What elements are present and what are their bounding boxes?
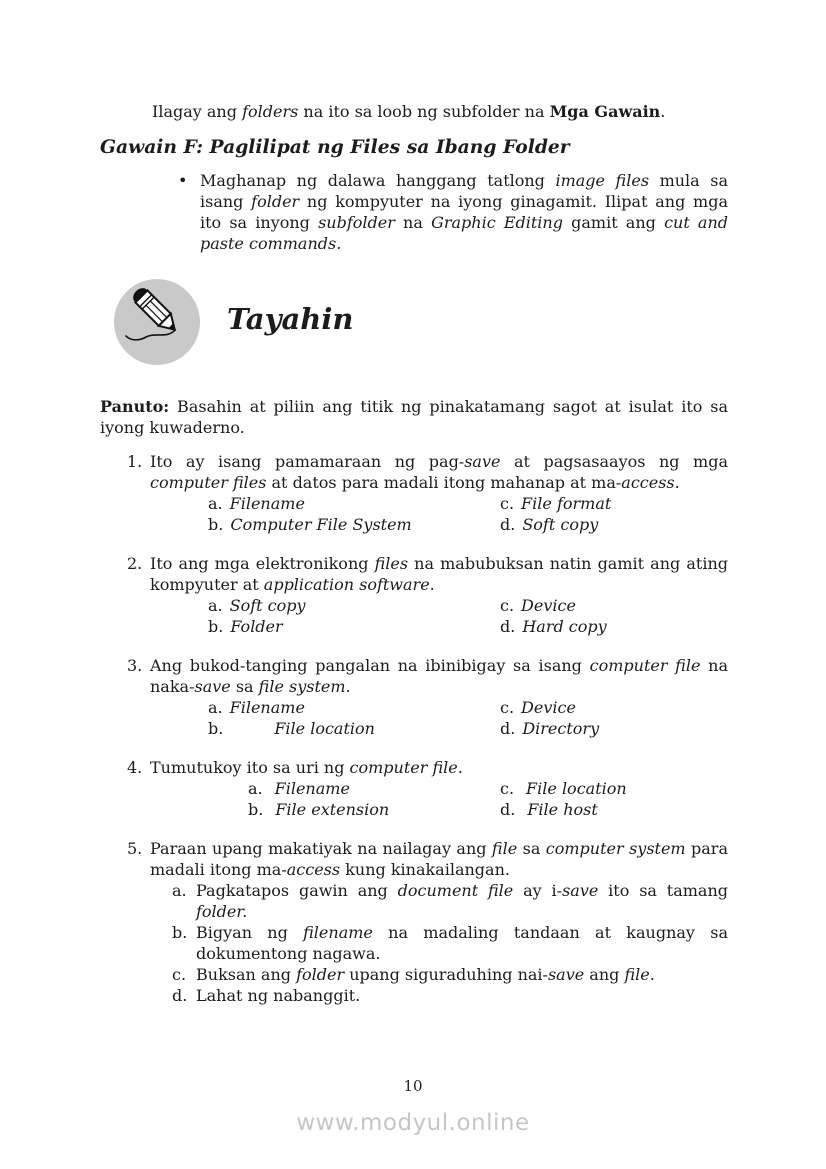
option-text: Directory <box>522 719 600 738</box>
option-letter: d. <box>172 986 188 1005</box>
question-number: 5. <box>127 839 143 858</box>
option-text: Soft copy <box>522 515 599 534</box>
option-c <box>500 595 607 616</box>
question-number: 1. <box>127 452 143 471</box>
question-number: 4. <box>127 758 143 777</box>
question-3 <box>100 655 728 739</box>
page-content <box>100 0 728 1024</box>
option-b <box>150 922 728 964</box>
question-text: Paraan upang makatiyak na nailagay ang file sa computer system para madali itong ma-access kung kinakailangan. <box>150 839 728 879</box>
option-letter: d. <box>500 719 516 738</box>
option-text: Buksan ang folder upang siguraduhing nai-save ang file. <box>196 965 655 984</box>
option-letter: b. <box>208 515 224 534</box>
option-letter: a. <box>172 881 187 900</box>
bullet-item <box>100 170 728 254</box>
options-grid <box>150 595 728 637</box>
option-letter: a. <box>208 494 223 513</box>
question-4 <box>100 757 728 820</box>
option-b <box>248 799 500 820</box>
option-b <box>208 718 500 739</box>
option-text: Filename <box>229 698 305 717</box>
option-text: Bigyan ng filename na madaling tandaan at kaugnay sa dokumentong nagawa. <box>196 923 728 963</box>
option-text: Hard copy <box>522 617 607 636</box>
option-a <box>208 697 500 718</box>
bullet-text: Maghanap ng dalawa hanggang tatlong image files mula sa isang folder ng kompyuter na iyong ginagamit. Ilipat ang mga ito sa inyong subfolder na Graphic Editing gamit ang cut and paste commands. <box>200 171 729 253</box>
option-letter: c. <box>500 698 515 717</box>
option-text: File format <box>521 494 612 513</box>
option-letter: a. <box>208 698 223 717</box>
option-d <box>500 799 627 820</box>
activity-heading: Gawain F: Paglilipat ng Files sa Ibang Folder <box>100 136 570 158</box>
question-5 <box>100 838 728 1006</box>
option-c <box>150 964 728 985</box>
option-letter: a. <box>208 596 223 615</box>
option-text: Pagkatapos gawin ang document file ay i-save ito sa tamang folder. <box>196 881 729 921</box>
bullet-icon: • <box>178 171 188 190</box>
page-number: 10 <box>403 1077 423 1095</box>
option-letter: b. <box>208 719 224 738</box>
options-list <box>150 880 728 1006</box>
option-a <box>248 778 500 799</box>
option-d <box>500 718 599 739</box>
question-1 <box>100 451 728 535</box>
option-letter: b. <box>248 800 264 819</box>
option-text: File host <box>527 800 598 819</box>
option-c <box>500 493 611 514</box>
question-number: 3. <box>127 656 143 675</box>
question-2 <box>100 553 728 637</box>
option-letter: c. <box>500 779 515 798</box>
option-letter: b. <box>208 617 224 636</box>
option-text: File location <box>274 719 375 738</box>
option-text: File location <box>526 779 627 798</box>
option-text: File extension <box>275 800 390 819</box>
option-b <box>208 514 500 535</box>
option-a <box>208 595 500 616</box>
option-text: Lahat ng nabanggit. <box>196 986 361 1005</box>
options-grid <box>150 778 728 820</box>
option-text: Device <box>521 698 576 717</box>
option-text: Computer File System <box>230 515 412 534</box>
option-d <box>500 616 607 637</box>
watermark: www.modyul.online <box>296 1110 530 1136</box>
option-text: Soft copy <box>229 596 306 615</box>
question-text: Tumutukoy ito sa uri ng computer file. <box>150 758 463 777</box>
option-letter: b. <box>172 923 188 942</box>
option-d <box>500 514 611 535</box>
question-text: Ito ay isang pamamaraan ng pag-save at pagsasaayos ng mga computer files at datos para madali itong mahanap at ma-access. <box>150 452 728 492</box>
instructions-paragraph: Panuto: Basahin at piliin ang titik ng pinakatamang sagot at isulat ito sa iyong kuwaderno. <box>100 397 728 437</box>
option-c <box>500 778 627 799</box>
option-text: Folder <box>230 617 283 636</box>
options-grid <box>150 493 728 535</box>
pencil-icon <box>113 278 201 371</box>
option-b <box>208 616 500 637</box>
question-text: Ang bukod-tanging pangalan na ibinibigay sa isang computer file na naka-save sa file system. <box>150 656 728 696</box>
option-text: Filename <box>229 494 305 513</box>
option-letter: d. <box>500 515 516 534</box>
option-c <box>500 697 599 718</box>
intro-paragraph: Ilagay ang folders na ito sa loob ng subfolder na Mga Gawain. <box>152 102 666 121</box>
question-list <box>100 451 728 1006</box>
option-text: Filename <box>274 779 350 798</box>
options-grid <box>150 697 728 739</box>
question-number: 2. <box>127 554 143 573</box>
option-letter: a. <box>248 779 263 798</box>
option-letter: c. <box>500 596 515 615</box>
option-d <box>150 985 728 1006</box>
option-letter: c. <box>500 494 515 513</box>
section-banner <box>113 280 728 368</box>
option-text: Device <box>521 596 576 615</box>
option-letter: c. <box>172 965 187 984</box>
section-title: Tayahin <box>227 302 354 336</box>
option-a <box>208 493 500 514</box>
question-text: Ito ang mga elektronikong files na mabubuksan natin gamit ang ating kompyuter at application software. <box>150 554 728 594</box>
option-letter: d. <box>500 617 516 636</box>
option-letter: d. <box>500 800 516 819</box>
option-a <box>150 880 728 922</box>
